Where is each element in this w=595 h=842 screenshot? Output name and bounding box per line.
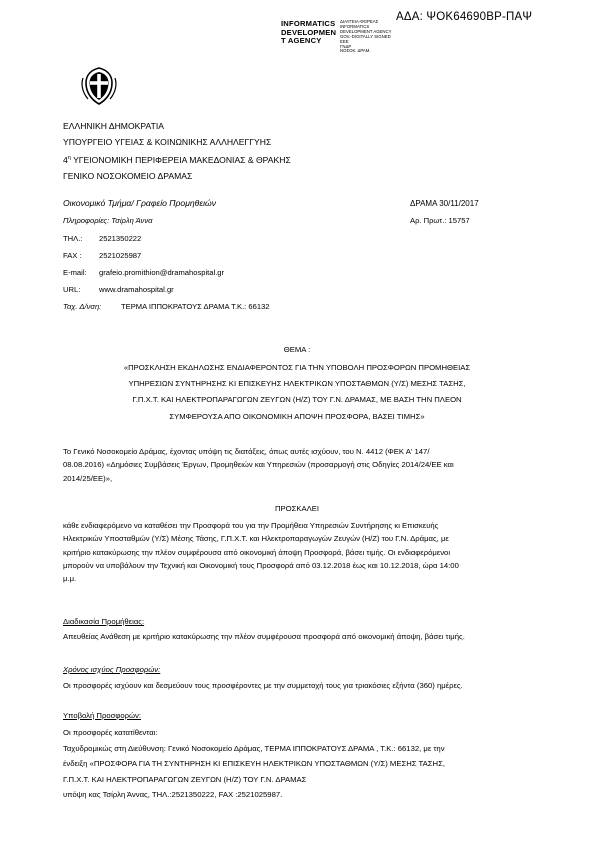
procedure-title: Διαδικασία Προμήθειας: xyxy=(63,617,145,626)
authority-line: ΕΛΛΗΝΙΚΗ ΔΗΜΟΚΡΑΤΙΑ xyxy=(63,121,164,131)
agency-logo: INFORMATICS DEVELOPMEN T AGENCY xyxy=(281,19,337,46)
submission-text: Οι προσφορές κατατίθενται: Ταχυδρομικώς στη Διεύθυνση: Γενικό Νοσοκομείο Δράμας, ΤΕΡΜΑ ΙΠΠΟΚΡΑΤΟΥΣ ΔΡΑΜΑ , Τ.Κ.: 66132, με την ένδειξη «ΠΡΟΣΦΟΡΑ ΓΙΑ ΤΗ ΣΥΝΤΗΡΗΣΗ ΚΙ ΕΠΙΣΚΕΥΗ ΗΛΕΚΤΡΙΚΩΝ ΥΠΟΣΤΑΘΜΩΝ (Υ/Σ) ΜΕΣΗΣ ΤΑΣΗΣ, Γ.Π.Χ.Τ. ΚΑΙ ΗΛΕΚΤΡΟΠΑΡΑΓΩΓΩΝ ΖΕΥΓΩΝ (Η/Ζ) ΤΟΥ Γ.Ν. ΔΡΑΜΑΣ υπόψη κας Τσίρλη Άννας, ΤΗΛ.:2521350222, FAX :2521025987. xyxy=(63,728,445,800)
fax-row: FAX : 2521025987 xyxy=(63,251,142,260)
issuing-authority xyxy=(63,118,291,184)
authority-line: $4^\eta$ ΥΓΕΙΟΝΟΜΙΚΗ ΠΕΡΙΦΕΡΕΙΑ ΜΑΚΕΔΟΝΙΑΣ & ΘΡΑΚΗΣ xyxy=(63,154,291,165)
subject-label: ΘΕΜΑ : xyxy=(283,345,311,354)
url-link[interactable]: www.dramahospital.gr xyxy=(99,285,174,294)
place-date: ΔΡΑΜΑ 30/11/2017 xyxy=(410,199,479,208)
validity-text: Οι προσφορές ισχύουν και δεσμεύουν τους προσφέροντες με την συμμετοχή τους για τριακόσιες εξήντα (360) ημέρες. xyxy=(63,681,463,690)
authority-line: ΓΕΝΙΚΟ ΝΟΣΟΚΟΜΕΙΟ ΔΡΑΜΑΣ xyxy=(63,170,193,181)
intro-paragraph: Το Γενικό Νοσοκομείο Δράμας, έχοντας υπόψη τις διατάξεις, όπως αυτές ισχύουν, του Ν. 4412 (ΦΕΚ Α' 147/ 08.08.2016) «Δημόσιες Συμβάσεις Έργων, Προμηθειών και Υπηρεσιών (προσαρμογή στις Οδηγίες 2014/24/ΕΕ και 2014/25/ΕΕ)», xyxy=(63,447,454,483)
url-row: URL: www.dramahospital.gr xyxy=(63,285,174,294)
tel-row: ΤΗΛ.: 2521350222 xyxy=(63,234,142,243)
authority-line: ΥΠΟΥΡΓΕΙΟ ΥΓΕΙΑΣ & ΚΟΙΝΩΝΙΚΗΣ ΑΛΛΗΛΕΓΓΥΗΣ xyxy=(63,137,272,147)
validity-title: Χρόνος ισχύος Προσφορών: xyxy=(63,665,161,674)
protocol-number: Αρ. Πρωτ.: 15757 xyxy=(410,216,470,225)
greek-emblem-icon xyxy=(79,66,119,106)
ada-code: ΑΔΑ: ΨΟΚ64690ΒΡ-ΠΑΨ xyxy=(396,11,533,23)
submission-title: Υποβολή Προσφορών: xyxy=(63,711,141,720)
invite-title: ΠΡΟΣΚΑΛΕΙ xyxy=(274,504,320,513)
address-row: Ταχ. Δ/νση: ΤΕΡΜΑ ΙΠΠΟΚΡΑΤΟΥΣ ΔΡΑΜΑ Τ.Κ.: 66132 xyxy=(63,302,270,311)
invite-paragraph: κάθε ενδιαφερόμενο να καταθέσει την Προσφορά του για την Προμήθεια Υπηρεσιών Συντήρησης κι Επισκευής Ηλεκτρικών Υποσταθμών (Υ/Σ) Μέσης Τάσης, Γ.Π.Χ.Τ. και Ηλεκτροπαραγωγών Ζευγών (Η/Ζ) του Γ.Ν. Δράμας, με κριτήριο κατακύρωσης την πλέον συμφέρουσα από οικονομική άποψη Προσφορά, βάσει τιμής. Οι ενδιαφερόμενοι μπορούν να υποβάλουν την Τεχνική και Οικονομική τους Προσφορά από 03.12.2018 έως και 10.12.2018, ώρα 14:00 μ.μ. xyxy=(63,521,459,584)
email-link[interactable]: grafeio.promithion@dramahospital.gr xyxy=(99,268,225,277)
subject-title: «ΠΡΟΣΚΛΗΣΗ ΕΚΔΗΛΩΣΗΣ ΕΝΔΙΑΦΕΡΟΝΤΟΣ ΓΙΑ ΤΗΝ ΥΠΟΒΟΛΗ ΠΡΟΣΦΟΡΩΝ ΠΡΟΜΗΘΕΙΑΣ ΥΠΗΡΕΣΙΩΝ ΣΥΝΤΗΡΗΣΗΣ ΚΙ ΕΠΙΣΚΕΥΗΣ ΗΛΕΚΤΡΙΚΩΝ ΥΠΟΣΤΑΘΜΩΝ (Υ/Σ) ΜΕΣΗΣ ΤΑΣΗΣ, Γ.Π.Χ.Τ. ΚΑΙ ΗΛΕΚΤΡΟΠΑΡΑΓΩΓΩΝ ΖΕΥΓΩΝ (Η/Ζ) ΤΟΥ Γ.Ν. ΔΡΑΜΑΣ, ΜΕ ΒΑΣΗ ΤΗΝ ΠΛΕΟΝ ΣΥΜΦΕΡΟΥΣΑ ΑΠΟ ΟΙΚΟΝΟΜΙΚΗ ΑΠΟΨΗ ΠΡΟΣΦΟΡΑ, ΒΑΣΕΙ ΤΙΜΗΣ» xyxy=(123,363,471,421)
email-row: E-mail: grafeio.promithion@dramahospital.gr xyxy=(63,268,225,277)
department: Οικονομικό Τμήμα/ Γραφείο Προμηθειών xyxy=(63,198,217,208)
procedure-text: Απευθείας Ανάθεση με κριτήριο κατακύρωσης την πλέον συμφέρουσα προσφορά από οικονομική άποψη, βάσει τιμής. xyxy=(63,632,465,641)
info-person: Πληροφορίες: Τσίρλη Άννα xyxy=(63,216,153,225)
digital-signature-block: ΔΙΑΥΓΕΙΑ-ΦΟΡΕΑΣ INFORMATICS DEVELOPMENT AGENCY GOV.-DIGITALLY SIGNED ΕΕΕ ΓΝΔΡ ΝΟΣΟΚ. ΔΡΑΜ. xyxy=(340,19,392,54)
contact-block xyxy=(63,230,270,315)
